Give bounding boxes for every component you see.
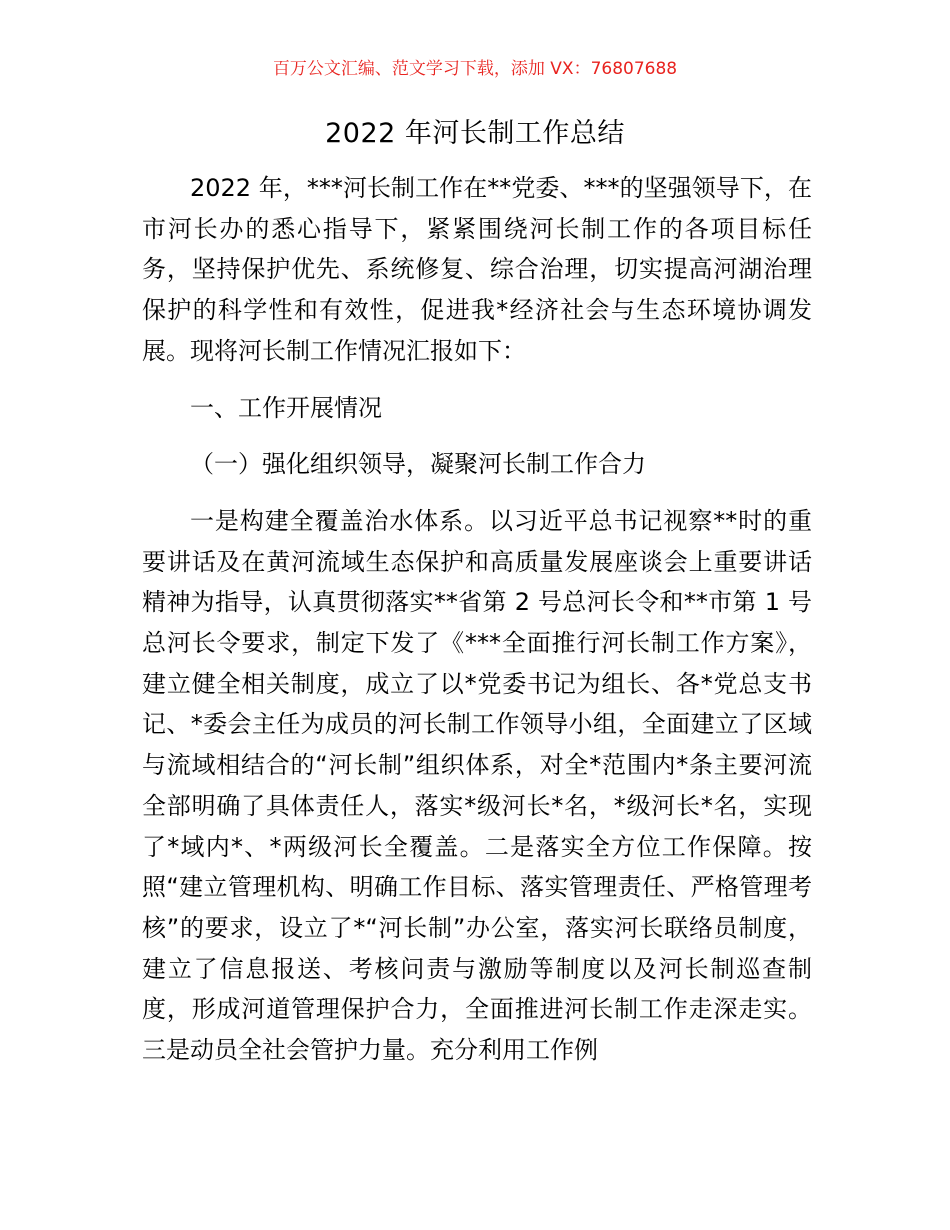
section-heading: 一、工作开展情况	[190, 393, 382, 422]
body-paragraph: 一是构建全覆盖治水体系。以习近平总书记视察**时的重要讲话及在黄河流域生态保护和高质量发展座谈会上重要讲话精神为指导，认真贯彻落实**省第 2 号总河长令和**市第 1 号总河长令要求，制定下发了《***全面推行河长制工作方案》，建立健全相关制度，成立了以*党委书记为组长、各*党总支书记、*委会主任为成员的河长制工作领导小组，全面建立了区域与流域相结合的“河长制”组织体系，对全*范围内*条主要河流全部明确了具体责任人，落实*级河长*名，*级河长*名，实现了*域内*、*两级河长全覆盖。二是落实全方位工作保障。按照“建立管理机构、明确工作目标、落实管理责任、严格管理考核”的要求，设立了*“河长制”办公室，落实河长联络员制度，建立了信息报送、考核问责与激励等制度以及河长制巡查制度，形成河道管理保护合力，全面推进河长制工作走深走实。三是动员全社会管护力量。充分利用工作例	[142, 506, 812, 1065]
document-title: 2022 年河长制工作总结	[325, 118, 625, 149]
intro-paragraph: 2022 年，***河长制工作在**党委、***的坚强领导下，在市河长办的悉心指导下，紧紧围绕河长制工作的各项目标任务，坚持保护优先、系统修复、综合治理，切实提高河湖治理保护的科学性和有效性，促进我*经济社会与生态环境协调发展。现将河长制工作情况汇报如下：	[142, 174, 812, 365]
document-body	[142, 168, 812, 1071]
subsection-heading: （一）强化组织领导，凝聚河长制工作合力	[190, 450, 646, 479]
header-banner: 百万公文汇编、范文学习下载，添加 VX：76807688	[272, 59, 678, 79]
